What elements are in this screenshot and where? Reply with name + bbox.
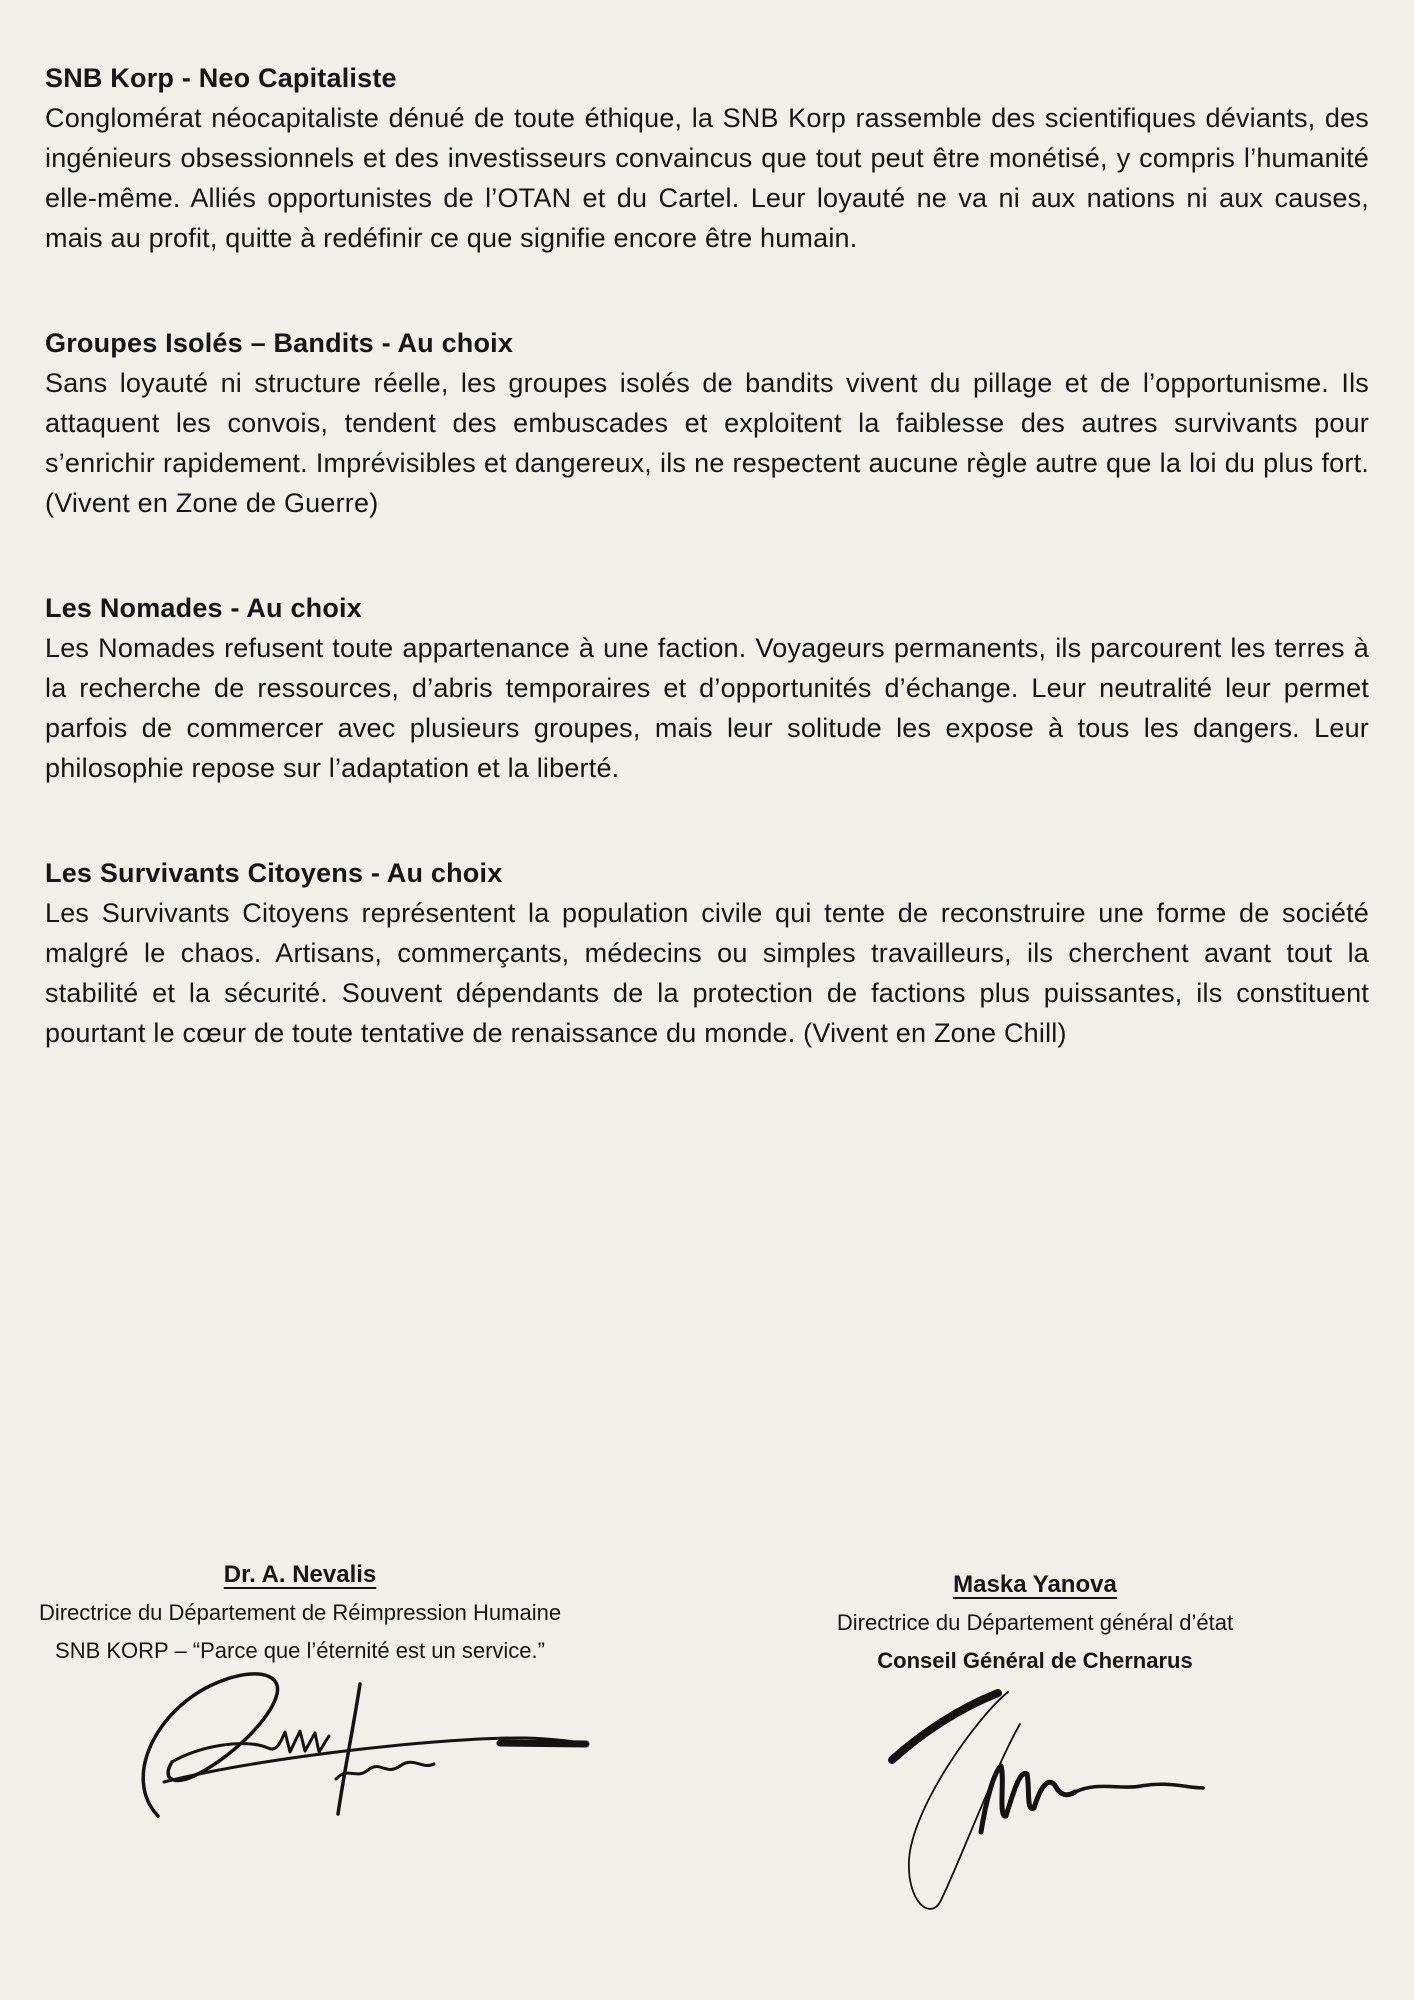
section-nomades bbox=[45, 588, 1369, 788]
signatory-name-yanova: Maska Yanova bbox=[953, 1571, 1117, 1598]
section-body-groupes-isoles: Sans loyauté ni structure réelle, les groupes isolés de bandits vivent du pillage et de l’opportunisme. Ils attaquent les convois, tendent des embuscades et exploitent la faiblesse des autres survivants pour s’enrichir rapidement. Imprévisibles et dangereux, ils ne respectent aucune règle autre que la loi du plus fort. (Vivent en Zone de Guerre) bbox=[45, 368, 1369, 518]
handwritten-signature-nevalis-icon bbox=[128, 1658, 598, 1820]
signatory-organization-yanova: Conseil Général de Chernarus bbox=[877, 1648, 1193, 1673]
signature-block-yanova bbox=[755, 1566, 1315, 1680]
section-survivants-citoyens bbox=[45, 853, 1369, 1053]
signatory-title-yanova: Directrice du Département général d’état bbox=[836, 1610, 1234, 1635]
section-body-snb-korp: Conglomérat néocapitaliste dénué de toute éthique, la SNB Korp rassemble des scientifiques déviants, des ingénieurs obsessionnels et des investisseurs convaincus que tout peut être monétisé, y compris l’humanité elle-même. Alliés opportunistes de l’OTAN et du Cartel. Leur loyauté ne va ni aux nations ni aux causes, mais au profit, quitte à redéfinir ce que signifie encore être humain. bbox=[45, 103, 1369, 253]
signatory-organization-nevalis: SNB KORP – “Parce que l’éternité est un service.” bbox=[55, 1638, 545, 1663]
signatory-title-nevalis: Directrice du Département de Réimpression Humaine bbox=[38, 1600, 562, 1625]
section-groupes-isoles bbox=[45, 323, 1369, 523]
section-heading-nomades: Les Nomades - Au choix bbox=[45, 593, 362, 623]
section-heading-groupes-isoles: Groupes Isolés – Bandits - Au choix bbox=[45, 328, 514, 358]
signatory-name-nevalis: Dr. A. Nevalis bbox=[223, 1561, 377, 1588]
section-body-survivants-citoyens: Les Survivants Citoyens représentent la population civile qui tente de reconstruire une forme de société malgré le chaos. Artisans, commerçants, médecins ou simples travailleurs, ils cherchent avant tout la stabilité et la sécurité. Souvent dépendants de la protection de factions plus puissantes, ils constituent pourtant le cœur de toute tentative de renaissance du monde. (Vivent en Zone Chill) bbox=[45, 898, 1369, 1048]
signature-block-nevalis bbox=[20, 1556, 580, 1670]
section-heading-snb-korp: SNB Korp - Neo Capitaliste bbox=[45, 63, 397, 93]
handwritten-signature-yanova-icon bbox=[878, 1680, 1213, 1912]
section-body-nomades: Les Nomades refusent toute appartenance à une faction. Voyageurs permanents, ils parcourent les terres à la recherche de ressources, d’abris temporaires et d’opportunités d’échange. Leur neutralité leur permet parfois de commercer avec plusieurs groupes, mais leur solitude les expose à tous les dangers. Leur philosophie repose sur l’adaptation et la liberté. bbox=[45, 633, 1369, 783]
section-snb-korp bbox=[45, 58, 1369, 258]
section-heading-survivants-citoyens: Les Survivants Citoyens - Au choix bbox=[45, 858, 503, 888]
